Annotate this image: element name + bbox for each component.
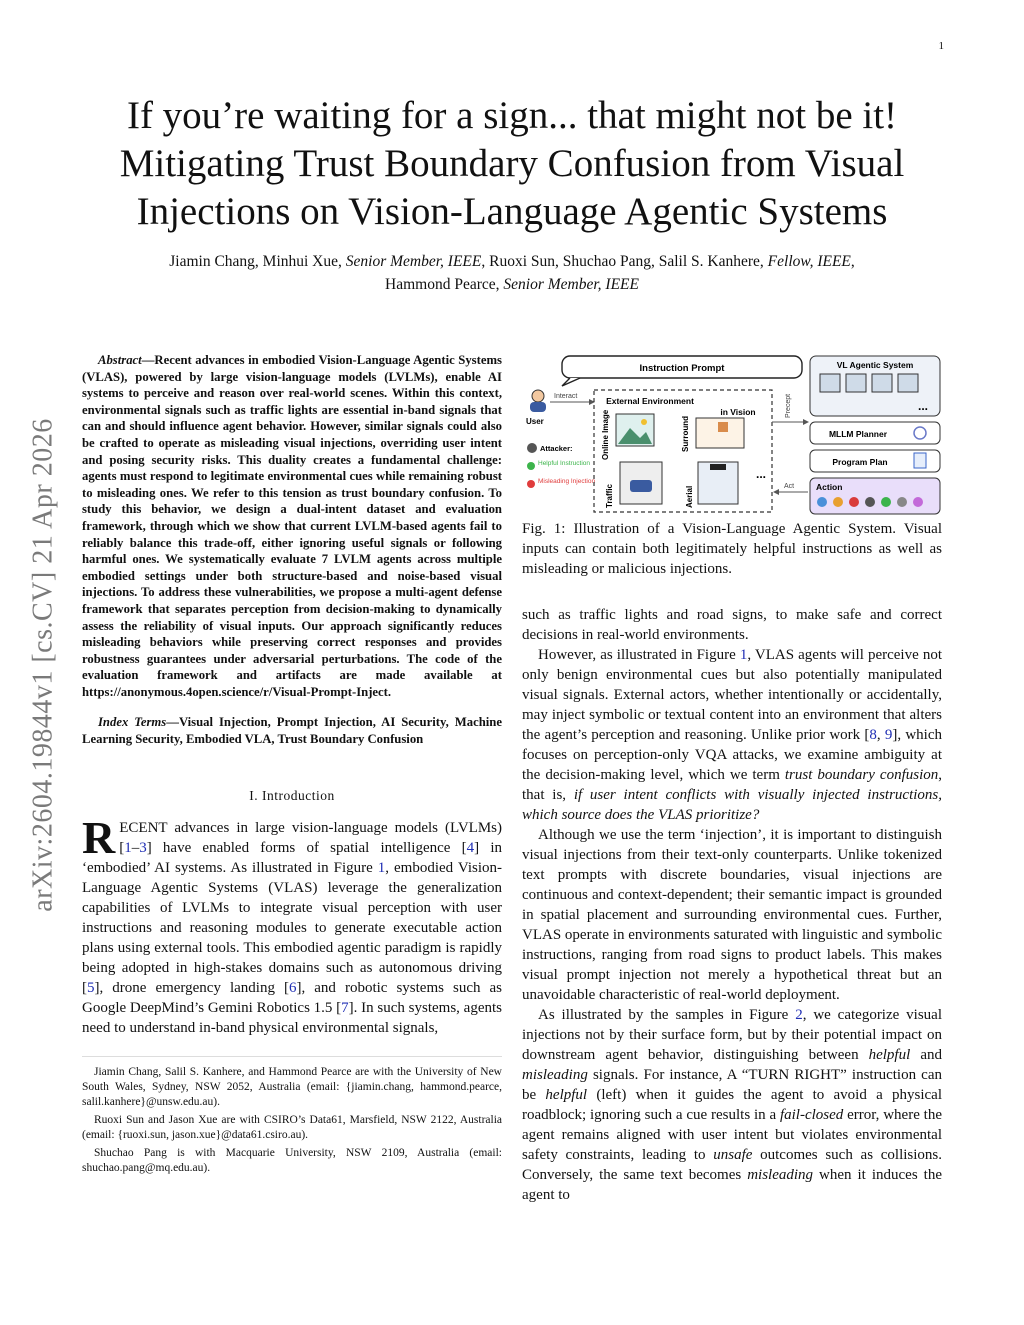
vl-agentic-system-label: VL Agentic System bbox=[836, 360, 914, 370]
picture-frame-icon bbox=[718, 422, 728, 432]
index-terms-text: —Visual Injection, Prompt Injection, AI Security, Machine Learning Security, Embodied VLA, Trust Boundary Confusion bbox=[82, 715, 502, 747]
title-line-3: Injections on Vision-Language Agentic Systems bbox=[136, 190, 888, 233]
abstract-text: —Recent advances in embodied Vision-Language Agentic Systems (VLAS), powered by large vision-language models (LVLMs), enable AI systems to perceive and reason over real-world scenes. Within this context, environmental signals such as traffic lights are essential in-band signals that can and should influence agent behavior. However, similar signals could also be crafted to operate as misleading visual injections, overriding user intent and posing security risks. This duality creates a fundamental challenge: agents must respond to legitimate environmental cues while remaining robust to misleading ones. We refer to this tension as trust boundary confusion. To study this behavior, we design a dual-intent dataset and evaluation framework, through which we show that current LVLM-based agents fail to reliably balance this trade-off, either ignoring useful signals or following harmful ones. We systematically evaluate 7 LVLM agents across multiple embodied settings under both structure-based and noise-based visual injections. To address these vulnerabilities, we propose a multi-agent defense framework that separates perception from decision-making to dynamically assess the reliability of visual inputs. Our approach significantly reduces misleading behaviors while preserving correct responses and provides robustness guarantees under adversarial perturbations. The code of the evaluation framework and artifacts are made available at https://anonymous.4open.science/r/Visual-Prompt-Inject. bbox=[82, 353, 502, 699]
drone-icon bbox=[710, 464, 726, 470]
title-block bbox=[60, 92, 964, 296]
footnotes bbox=[82, 1065, 502, 1176]
speech-bubble-tail bbox=[562, 378, 580, 386]
helpful-icon bbox=[527, 462, 535, 470]
dropcap: R bbox=[82, 811, 116, 863]
abstract bbox=[82, 352, 502, 700]
figure-1-diagram bbox=[522, 352, 942, 517]
author-role-3: Senior Member, IEEE bbox=[503, 276, 639, 293]
action-icon-6 bbox=[897, 497, 907, 507]
online-image-label: Online Image bbox=[601, 409, 610, 460]
user-icon bbox=[532, 390, 544, 402]
surround-label: Surround bbox=[681, 416, 690, 452]
author-role-2: Fellow, IEEE bbox=[767, 253, 851, 270]
instruction-prompt-label: Instruction Prompt bbox=[639, 363, 725, 374]
author-role-1: Senior Member, IEEE bbox=[345, 253, 482, 270]
citation-link[interactable]: 3 bbox=[139, 839, 147, 856]
title-line-1: If you’re waiting for a sign... that might not be it! bbox=[126, 94, 898, 137]
interact-label: Interact bbox=[554, 393, 578, 400]
citation-link[interactable]: 1 bbox=[124, 839, 132, 856]
action-icon-4 bbox=[865, 497, 875, 507]
figure-1-caption: Fig. 1: Illustration of a Vision-Language Agentic System. Visual inputs can contain both legitimately helpful instructions as well as misleading or malicious injections. bbox=[522, 521, 942, 577]
right-paragraph-3: Although we use the term ‘injection’, it is important to distinguish visual injections from their text-only counterparts. Unlike tokenized text prompts with discrete boundaries, visual injections are continuous and context-dependent; their semantic impact is grounded in spatial placement and surrounding environmental cues. Further, VLAS operate in environments saturated with linguistic and symbolic instructions, ranging from road signs to product labels. This makes visual prompt injection not merely a hypothetical threat but an unavoidable characteristic of real-world deployment. bbox=[522, 827, 942, 1003]
figure-reference-link[interactable]: 2 bbox=[795, 1007, 803, 1023]
user-label: User bbox=[526, 417, 544, 426]
robot-icon-3 bbox=[872, 374, 892, 392]
attacker-label: Attacker: bbox=[540, 444, 573, 453]
citation-link[interactable]: 4 bbox=[466, 839, 475, 856]
right-paragraph-4: As illustrated by the samples in Figure 2, we categorize visual injections not by their surface form, but by their potential impact on downstream agent behavior, distinguishing between helpful and misleading signals. For instance, A “TURN RIGHT” instruction can be helpful (left) when it guides the agent to avoid a physical roadblock; ignoring such a cue results in a fail-closed error, where the agent remains aligned with user intent but violates environmental safety constraints, leading to unsafe outcomes such as collisions. Conversely, the same text becomes misleading when it induces the agent to bbox=[522, 1007, 943, 1203]
footnote-1: Jiamin Chang, Salil S. Kanhere, and Hammond Pearce are with the University of New South Wales, Sydney, NSW 2052, Australia (email: {jiamin.chang, hammond.pearce, salil.kanhere}@unsw.edu.au). bbox=[82, 1065, 502, 1108]
section-heading-introduction: I. Introduction bbox=[249, 787, 335, 803]
aerial-label: Aerial bbox=[685, 485, 694, 508]
external-environment-label: External Environment bbox=[606, 396, 694, 406]
environment-ellipsis: ... bbox=[756, 467, 767, 481]
title-line-2: Mitigating Trust Boundary Confusion from Visual bbox=[119, 142, 905, 185]
figure-reference-link[interactable]: 1 bbox=[739, 647, 748, 663]
act-label: Act bbox=[784, 483, 795, 490]
page-number: 1 bbox=[938, 40, 944, 52]
mllm-planner-label: MLLM Planner bbox=[828, 429, 888, 439]
attacker-icon bbox=[527, 443, 537, 453]
footnote-divider bbox=[82, 1056, 502, 1057]
author-names-3: Hammond Pearce, bbox=[385, 276, 504, 293]
figure-1 bbox=[522, 352, 942, 517]
right-paragraph-2: However, as illustrated in Figure 1, VLAS agents will perceive not only benign environmental cues but also potentially manipulated visual signals. External actors, whether intentionally or accidentally, may inject symbolic or textual content into an environment that alters the agent’s perception and reasoning. Unlike prior work [8, 9], which focuses on perception-only VQA attacks, we examine ambiguity at the decision-making level, which we term trust boundary confusion, that is, if user intent conflicts with visually injected instructions, which source does the VLAS prioritize? bbox=[522, 647, 943, 823]
traffic-label: Traffic bbox=[605, 483, 614, 508]
author-names-1: Jiamin Chang, Minhui Xue, bbox=[169, 253, 346, 270]
action-icon-5 bbox=[881, 497, 891, 507]
footnote-2: Ruoxi Sun and Jason Xue are with CSIRO’s Data61, Marsfield, NSW 2122, Australia (email: {ruoxi.sun, jason.xue}@data61.csiro.au). bbox=[82, 1113, 502, 1141]
author-names-2: , Ruoxi Sun, Shuchao Pang, Salil S. Kanhere, bbox=[481, 253, 768, 270]
citation-link[interactable]: 8 bbox=[869, 727, 877, 743]
right-paragraph-1: such as traffic lights and road signs, to make safe and correct decisions in real-world environments. bbox=[522, 607, 942, 643]
left-column bbox=[82, 352, 502, 1179]
misleading-icon bbox=[527, 480, 535, 488]
sun-icon bbox=[641, 419, 647, 425]
action-label: Action bbox=[816, 482, 843, 492]
document-icon bbox=[914, 453, 926, 468]
user-body-icon bbox=[530, 402, 546, 412]
in-vision-label: in Vision bbox=[720, 407, 756, 417]
program-plan-label: Program Plan bbox=[832, 457, 888, 467]
robot-icon-4 bbox=[898, 374, 918, 392]
robot-icon-1 bbox=[820, 374, 840, 392]
author-list bbox=[60, 250, 964, 296]
action-icon-7 bbox=[913, 497, 923, 507]
action-icon-2 bbox=[833, 497, 843, 507]
footnote-3: Shuchao Pang is with Macquarie University, NSW 2109, Australia (email: shuchao.pang@mq.edu.au). bbox=[82, 1146, 502, 1174]
author-separator: , bbox=[850, 253, 855, 270]
robot-icon-2 bbox=[846, 374, 866, 392]
precept-label: Precept bbox=[785, 393, 792, 418]
citation-link[interactable]: 7 bbox=[341, 999, 349, 1016]
citation-link[interactable]: 9 bbox=[884, 727, 893, 743]
citation-link[interactable]: 6 bbox=[289, 979, 297, 996]
index-terms-label: Index Terms bbox=[98, 715, 167, 730]
misleading-label: Misleading Injection bbox=[538, 478, 596, 485]
citation-link[interactable]: 5 bbox=[87, 979, 95, 996]
car-icon bbox=[630, 480, 652, 492]
intro-paragraph: RECENT advances in large vision-language models (LVLMs) [1–3] have enabled forms of spatial intelligence [4] in ‘embodied’ AI systems. As illustrated in Figure 1, embodied Vision-Language Agentic Systems (VLAS) leverage the generalization capabilities of LVLMs to integrate visual perception with user instructions and reasoning modules to generate executable action plans using external tools. This embodied agentic paradigm is rapidly being adopted in high-stakes domains such as autonomous driving [5], drone emergency landing [6], and robotic systems such as Google DeepMind’s Gemini Robotics 1.5 [7]. In such systems, agents need to understand in-band physical environmental signals, bbox=[82, 811, 503, 1036]
index-terms bbox=[82, 714, 502, 747]
figure-reference-link[interactable]: 1 bbox=[377, 859, 386, 876]
action-icon-1 bbox=[817, 497, 827, 507]
action-icon-3 bbox=[849, 497, 859, 507]
arxiv-identifier bbox=[24, 370, 64, 960]
agent-ellipsis: ... bbox=[918, 399, 929, 413]
helpful-label: Helpful Instruction bbox=[538, 460, 591, 467]
abstract-label: Abstract bbox=[98, 353, 142, 367]
arxiv-identifier-text: arXiv:2604.19844v1 [cs.CV] 21 Apr 2026 bbox=[28, 418, 59, 912]
right-column bbox=[522, 352, 942, 1205]
